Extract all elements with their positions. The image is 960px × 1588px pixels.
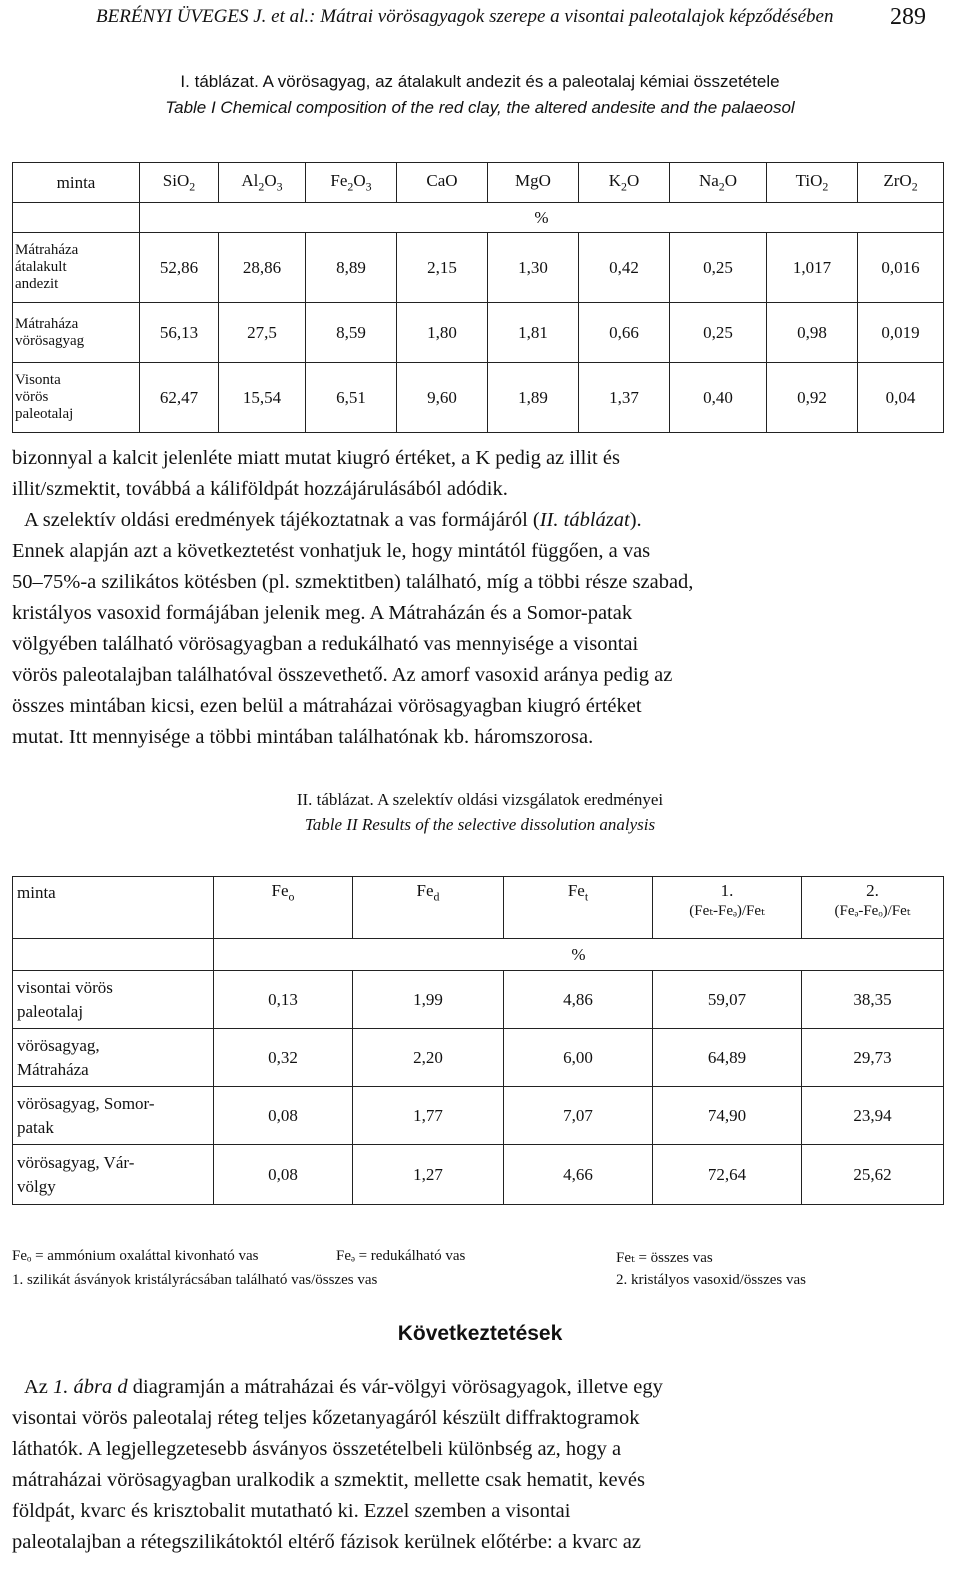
row-label: vörösagyag, Vár- völgy [13, 1145, 214, 1205]
figure-reference: 1. ábra d [53, 1376, 128, 1398]
table-header-row [13, 163, 944, 203]
table2-note-3: Feₜ = összes vas [616, 1250, 713, 1266]
row-label: Mátraháza vörösagyag [13, 303, 140, 363]
table-reference: II. táblázat [539, 509, 630, 531]
table1-caption-hu: I. táblázat. A vörösagyag, az átalakult andezit és a paleotalaj kémiai összetétele [180, 72, 780, 91]
text-line: földpát, kvarc és krisztobalit mutatható ki. Ezzel szemben a visontai [12, 1500, 571, 1522]
text-line: 50–75%-a szilikátos kötésben (pl. szmektitben) található, míg a többi része szabad, [12, 571, 694, 593]
table-cell: 0,66 [579, 303, 670, 363]
body-paragraph-1 [12, 443, 946, 753]
table2-note-1: Feₒ = ammónium oxaláttal kivonható vas [12, 1248, 259, 1264]
table-cell: 1,017 [767, 233, 858, 303]
text-line: illit/szmektit, továbbá a káliföldpát hozzájárulásából adódik. [12, 478, 508, 500]
header-fet: $Fe_t$ [504, 877, 653, 939]
table-cell: 1,80 [397, 303, 488, 363]
table2-caption-hu: II. táblázat. A szelektív oldási vizsgálatok eredményei [296, 790, 664, 809]
body-paragraph-2 [12, 1372, 946, 1558]
header-sample: minta [13, 877, 214, 939]
table-cell: 29,73 [802, 1029, 944, 1087]
table-cell: 4,66 [504, 1145, 653, 1205]
header-ratio-2: 2. (Feₔ-Feₒ)/Feₜ [802, 877, 944, 939]
table-cell: 0,08 [214, 1145, 353, 1205]
table-row [13, 1145, 944, 1205]
table-cell: 27,5 [219, 303, 306, 363]
table-cell: 62,47 [140, 363, 219, 433]
table-cell: 59,07 [653, 971, 802, 1029]
table-row [13, 303, 944, 363]
table-cell: 2,15 [397, 233, 488, 303]
table-cell: 1,30 [488, 233, 579, 303]
header-col: CaO [397, 163, 488, 203]
text-line: bizonnyal a kalcit jelenléte miatt mutat kiugró értéket, a K pedig az illit és [12, 447, 620, 469]
text-line: kristályos vasoxid formájában jelenik meg. A Mátraházán és a Somor-patak [12, 602, 633, 624]
row-label: vörösagyag, Somor- patak [13, 1087, 214, 1145]
table-cell: 0,25 [670, 303, 767, 363]
table-row [13, 971, 944, 1029]
table-cell: 0,42 [579, 233, 670, 303]
text-line: A szelektív oldási eredmények tájékoztatnak a vas formájáról (II. táblázat). [24, 509, 642, 531]
table-cell: 28,86 [219, 233, 306, 303]
row-label: Visonta vörös paleotalaj [13, 363, 140, 433]
table-row [13, 233, 944, 303]
header-ratio-1: 1. (Feₜ-Feₔ)/Feₜ [653, 877, 802, 939]
table-cell: 1,99 [353, 971, 504, 1029]
table-row [13, 1087, 944, 1145]
text-line: vörös paleotalajban találhatóval összevethető. Az amorf vasoxid aránya pedig az [12, 664, 673, 686]
table-cell: 0,04 [858, 363, 944, 433]
table-cell: 2,20 [353, 1029, 504, 1087]
table-cell: 7,07 [504, 1087, 653, 1145]
table2-note-2: Feₔ = redukálható vas [336, 1248, 466, 1264]
table-cell: 38,35 [802, 971, 944, 1029]
header-col: ZrO$_2$ [858, 163, 944, 203]
table-cell: 23,94 [802, 1087, 944, 1145]
table-cell: 0,98 [767, 303, 858, 363]
table-cell: 0,13 [214, 971, 353, 1029]
table-cell: 74,90 [653, 1087, 802, 1145]
table-cell: 1,27 [353, 1145, 504, 1205]
table-cell: 1,77 [353, 1087, 504, 1145]
table2-note-5: 2. kristályos vasoxid/összes vas [616, 1272, 806, 1288]
table-cell: 9,60 [397, 363, 488, 433]
row-label: Mátraháza átalakult andezit [13, 233, 140, 303]
table-cell: 1,37 [579, 363, 670, 433]
table-cell: 25,62 [802, 1145, 944, 1205]
text-line: Az 1. ábra d diagramján a mátraházai és vár-völgyi vörösagyagok, illetve egy [24, 1376, 663, 1398]
text-line: völgyében található vörösagyagban a redukálható vas mennyisége a visontai [12, 633, 639, 655]
header-col: MgO [488, 163, 579, 203]
table2-caption-en: Table II Results of the selective dissolution analysis [304, 815, 656, 834]
header-col: $K_2O$ [579, 163, 670, 203]
running-head-title: BERÉNYI ÜVEGES J. et al.: Mátrai vörösagyagok szerepe a visontai paleotalajok képződésében [96, 6, 834, 27]
header-feo: $Fe_o$ [214, 877, 353, 939]
row-label: visontai vörös paleotalaj [13, 971, 214, 1029]
table-cell: 0,019 [858, 303, 944, 363]
table-cell: 8,89 [306, 233, 397, 303]
table-cell: 1,81 [488, 303, 579, 363]
table-cell: 0,016 [858, 233, 944, 303]
text-line: mutat. Itt mennyisége a többi mintában találhatónak kb. háromszorosa. [12, 726, 594, 748]
table-cell: 64,89 [653, 1029, 802, 1087]
table-cell: 15,54 [219, 363, 306, 433]
table-row [13, 1029, 944, 1087]
header-fed: $Fe_d$ [353, 877, 504, 939]
text-line: paleotalajban a rétegszilikátoktól eltérő fázisok kerülnek előtérbe: a kvarc az [12, 1531, 641, 1553]
row-label: vörösagyag, Mátraháza [13, 1029, 214, 1087]
table-cell: 0,25 [670, 233, 767, 303]
table-cell: 1,89 [488, 363, 579, 433]
page-number: 289 [890, 4, 926, 30]
table-cell: 0,08 [214, 1087, 353, 1145]
table-cell: 8,59 [306, 303, 397, 363]
table2-note-4: 1. szilikát ásványok kristályrácsában található vas/összes vas [12, 1272, 378, 1288]
table-cell: 4,86 [504, 971, 653, 1029]
table-cell: 0,92 [767, 363, 858, 433]
table-header-row [13, 877, 944, 939]
header-col: $Na_2O$ [670, 163, 767, 203]
table-cell: 0,40 [670, 363, 767, 433]
table-selective-dissolution [12, 876, 944, 1205]
table-chemical-composition [12, 162, 944, 433]
table-cell: 56,13 [140, 303, 219, 363]
unit-label: % [214, 939, 944, 971]
header-col: $Al_2O_3$ [219, 163, 306, 203]
text-line: láthatók. A legjellegzetesebb ásványos összetételbeli különbség az, hogy a [12, 1438, 622, 1460]
text-line: visontai vörös paleotalaj réteg teljes kőzetanyagáról készült diffraktogramok [12, 1407, 640, 1429]
table-cell: 72,64 [653, 1145, 802, 1205]
text-line: összes mintában kicsi, ezen belül a mátraházai vörösagyagban kiugró értéket [12, 695, 642, 717]
running-head [96, 6, 926, 28]
header-col: $Fe_2O_3$ [306, 163, 397, 203]
table-cell: 6,00 [504, 1029, 653, 1087]
table-cell: 52,86 [140, 233, 219, 303]
header-col: TiO$_2$ [767, 163, 858, 203]
table-row [13, 363, 944, 433]
section-heading: Következtetések [397, 1322, 563, 1345]
unit-label: % [140, 203, 944, 233]
table-cell: 0,32 [214, 1029, 353, 1087]
header-col: SiO$_2$ [140, 163, 219, 203]
table1-caption-en: Table I Chemical composition of the red clay, the altered andesite and the palaeosol [165, 98, 795, 117]
text-line: mátraházai vörösagyagban uralkodik a szmektit, mellette csak hematit, kevés [12, 1469, 645, 1491]
table-cell: 6,51 [306, 363, 397, 433]
text-line: Ennek alapján azt a következtetést vonhatjuk le, hogy mintától függően, a vas [12, 540, 651, 562]
header-sample: minta [13, 163, 140, 203]
